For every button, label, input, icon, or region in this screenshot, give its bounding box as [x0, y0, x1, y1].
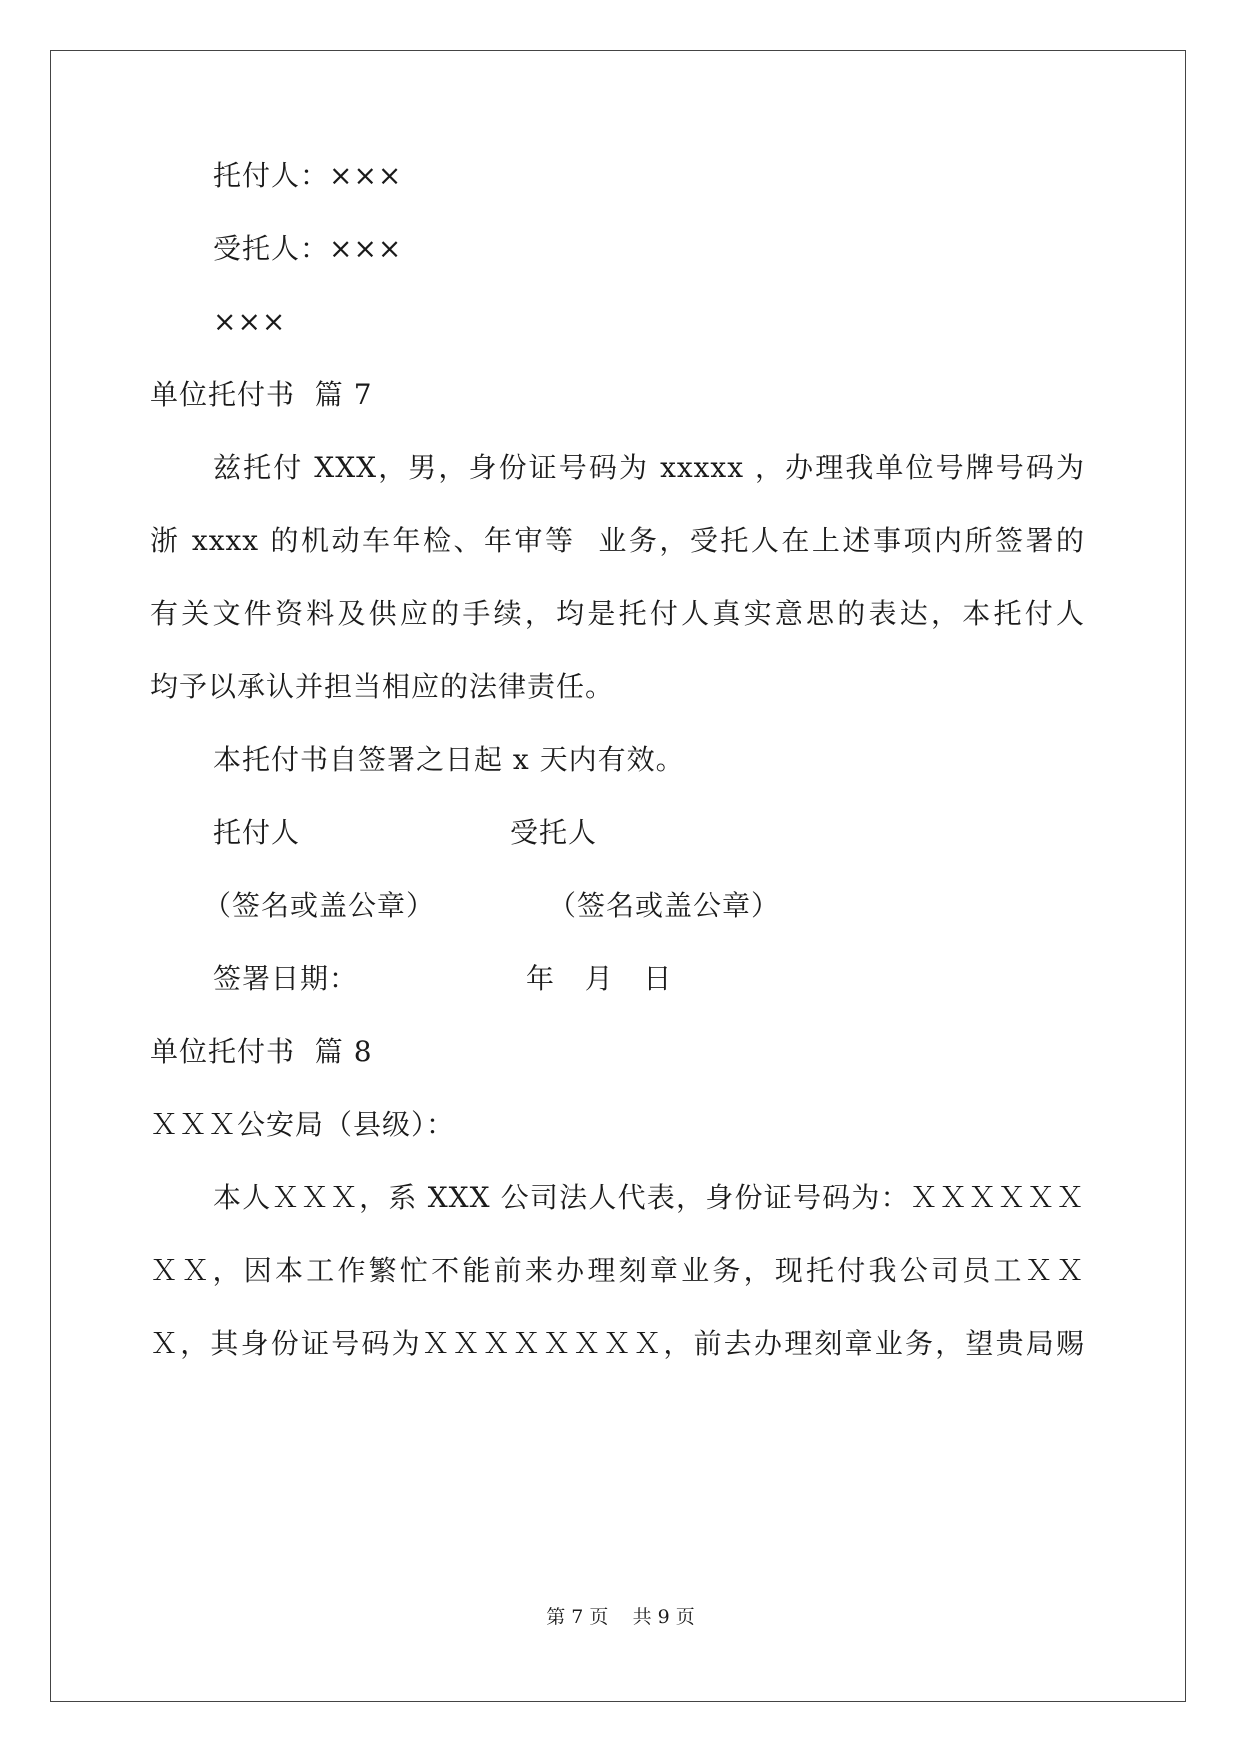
signing-date-fields: 年 月 日	[526, 962, 673, 995]
agent-line: 受托人：×××	[213, 232, 403, 265]
page-footer-number: 第 7 页 共 9 页	[546, 1606, 695, 1628]
addressee-line: ＸＸＸ公安局（县级）：	[150, 1108, 456, 1141]
signing-date-label: 签署日期：	[213, 962, 359, 995]
seal-note-left: （签名或盖公章）	[203, 889, 436, 922]
signature-principal-label: 托付人	[213, 816, 301, 849]
paragraph-8-line-1: 本人ＸＸＸ，系 XXX 公司法人代表，身份证号码为：ＸＸＸＸＸＸ	[213, 1181, 1085, 1214]
name-placeholder-line: ×××	[213, 305, 287, 338]
paragraph-8-line-3: Ｘ，其身份证号码为ＸＸＸＸＸＸＸＸ，前去办理刻章业务，望贵局赐	[150, 1327, 1085, 1360]
signature-agent-label: 受托人	[510, 816, 598, 849]
paragraph-7-line-1: 兹托付 XXX，男，身份证号码为 xxxxx ，办理我单位号牌号码为	[213, 451, 1085, 484]
paragraph-7-line-4: 均予以承认并担当相应的法律责任。	[150, 670, 615, 703]
section-heading-7: 单位托付书 篇 7	[150, 378, 373, 411]
principal-line: 托付人：×××	[213, 159, 403, 192]
seal-note-right: （签名或盖公章）	[548, 889, 781, 922]
section-heading-8: 单位托付书 篇 8	[150, 1035, 373, 1068]
paragraph-7-line-3: 有关文件资料及供应的手续，均是托付人真实意思的表达，本托付人	[150, 597, 1085, 630]
page-border	[50, 50, 1186, 1702]
validity-line: 本托付书自签署之日起 x 天内有效。	[213, 743, 685, 776]
paragraph-8-line-2: ＸＸ，因本工作繁忙不能前来办理刻章业务，现托付我公司员工ＸＸ	[150, 1254, 1085, 1287]
paragraph-7-line-2: 浙 xxxx 的机动车年检、年审等 业务，受托人在上述事项内所签署的	[150, 524, 1085, 557]
